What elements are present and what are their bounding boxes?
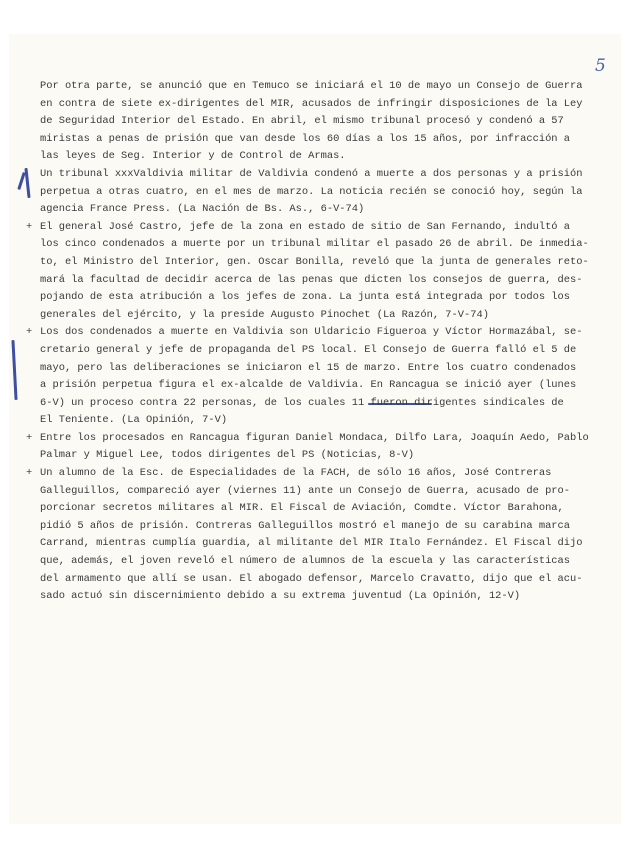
- text-line: Un alumno de la Esc. de Especialidades de la FACH, de sólo 16 años, José Contreras: [40, 467, 552, 480]
- page-number: 5: [595, 56, 606, 76]
- text-line: to, el Ministro del Interior, gen. Oscar Bonilla, reveló que la junta de generales reto-: [40, 255, 589, 268]
- paragraph: [40, 166, 616, 219]
- text-line: Galleguillos, compareció ayer (viernes 11) ante un Consejo de Guerra, acusado de pro-: [40, 484, 571, 497]
- bullet-mark: +: [26, 431, 33, 444]
- bullet-mark: +: [26, 220, 33, 233]
- text-line: generales del ejército, y la preside Augusto Pinochet (La Razón, 7-V-74): [40, 308, 489, 321]
- bullet-mark: +: [26, 467, 33, 480]
- text-line: mayo, pero las deliberaciones se iniciaron el 15 de marzo. Entre los cuatro condenados: [40, 361, 577, 374]
- text-line: pidió 5 años de prisión. Contreras Galleguillos mostró el manejo de su carabina marca: [40, 519, 571, 532]
- text-line: en contra de siete ex-dirigentes del MIR, acusados de infringir disposiciones de la Ley: [40, 97, 583, 110]
- text-line: agencia France Press. (La Nación de Bs. As., 6-V-74): [40, 203, 365, 216]
- text-line: que, además, el joven reveló el número de alumnos de la escuela y las características: [40, 555, 571, 568]
- text-line: a prisión perpetua figura el ex-alcalde de Valdivia. En Rancagua se inició ayer (lunes: [40, 379, 577, 392]
- bullet-mark: +: [26, 326, 33, 339]
- text-line: miristas a penas de prisión que van desde los 60 días a los 15 años, por infracción a: [40, 132, 571, 145]
- text-line: El general José Castro, jefe de la zona en estado de sitio de San Fernando, indultó a: [40, 220, 571, 233]
- text-line: perpetua a otras cuatro, en el mes de marzo. La noticia recién se conoció hoy, según la: [40, 185, 583, 198]
- paragraph: [26, 430, 616, 465]
- paragraph: [26, 219, 616, 325]
- text-line: Un tribunal xxxValdivia militar de Valdivia condenó a muerte a dos personas y a prisión: [40, 167, 583, 180]
- text-line: del armamento que allí se usan. El abogado defensor, Marcelo Cravatto, dijo que el acu-: [40, 572, 583, 585]
- text-line: Palmar y Miguel Lee, todos dirigentes del PS (Noticias, 8-V): [40, 449, 415, 462]
- text-line: pojando de esta atribución a los jefes de zona. La junta está integrada por todos los: [40, 291, 571, 304]
- paragraph: [26, 465, 616, 606]
- text-line: Entre los procesados en Rancagua figuran Daniel Mondaca, Dilfo Lara, Joaquín Aedo, Pablo: [40, 431, 589, 444]
- text-line: El Teniente. (La Opinión, 7-V): [40, 414, 228, 427]
- text-line: Los dos condenados a muerte en Valdivia son Uldaricio Figueroa y Víctor Hormazábal, se-: [40, 326, 583, 339]
- text-line: Por otra parte, se anunció que en Temuco se iniciará el 10 de mayo un Consejo de Guerra: [40, 80, 583, 92]
- text-line: las leyes de Seg. Interior y de Control de Armas.: [40, 150, 346, 163]
- text-line: mará la facultad de decidir acerca de las penas que dicten los consejos de guerra, des-: [40, 273, 583, 286]
- text-line: cretario general y jefe de propaganda del PS local. El Consejo de Guerra falló el 5 de: [40, 343, 577, 356]
- text-line: los cinco condenados a muerte por un tribunal militar el pasado 26 de abril. De inmedia-: [40, 238, 589, 251]
- paragraph: [26, 324, 616, 430]
- paragraph: [40, 78, 616, 166]
- document-body: [26, 78, 616, 606]
- text-line: 6-V) un proceso contra 22 personas, de los cuales 11 fueron dirigentes sindicales de: [40, 396, 564, 409]
- text-line: sado actuó sin discernimiento debido a su extrema juventud (La Opinión, 12-V): [40, 590, 521, 603]
- text-line: porcionar secretos militares al MIR. El Fiscal de Aviación, Comdte. Víctor Barahona,: [40, 502, 564, 515]
- text-line: de Seguridad Interior del Estado. En abril, el mismo tribunal procesó y condenó a 57: [40, 115, 564, 128]
- text-line: Carrand, mientras cumplía guardia, al militante del MIR Italo Fernández. El Fiscal dijo: [40, 537, 583, 550]
